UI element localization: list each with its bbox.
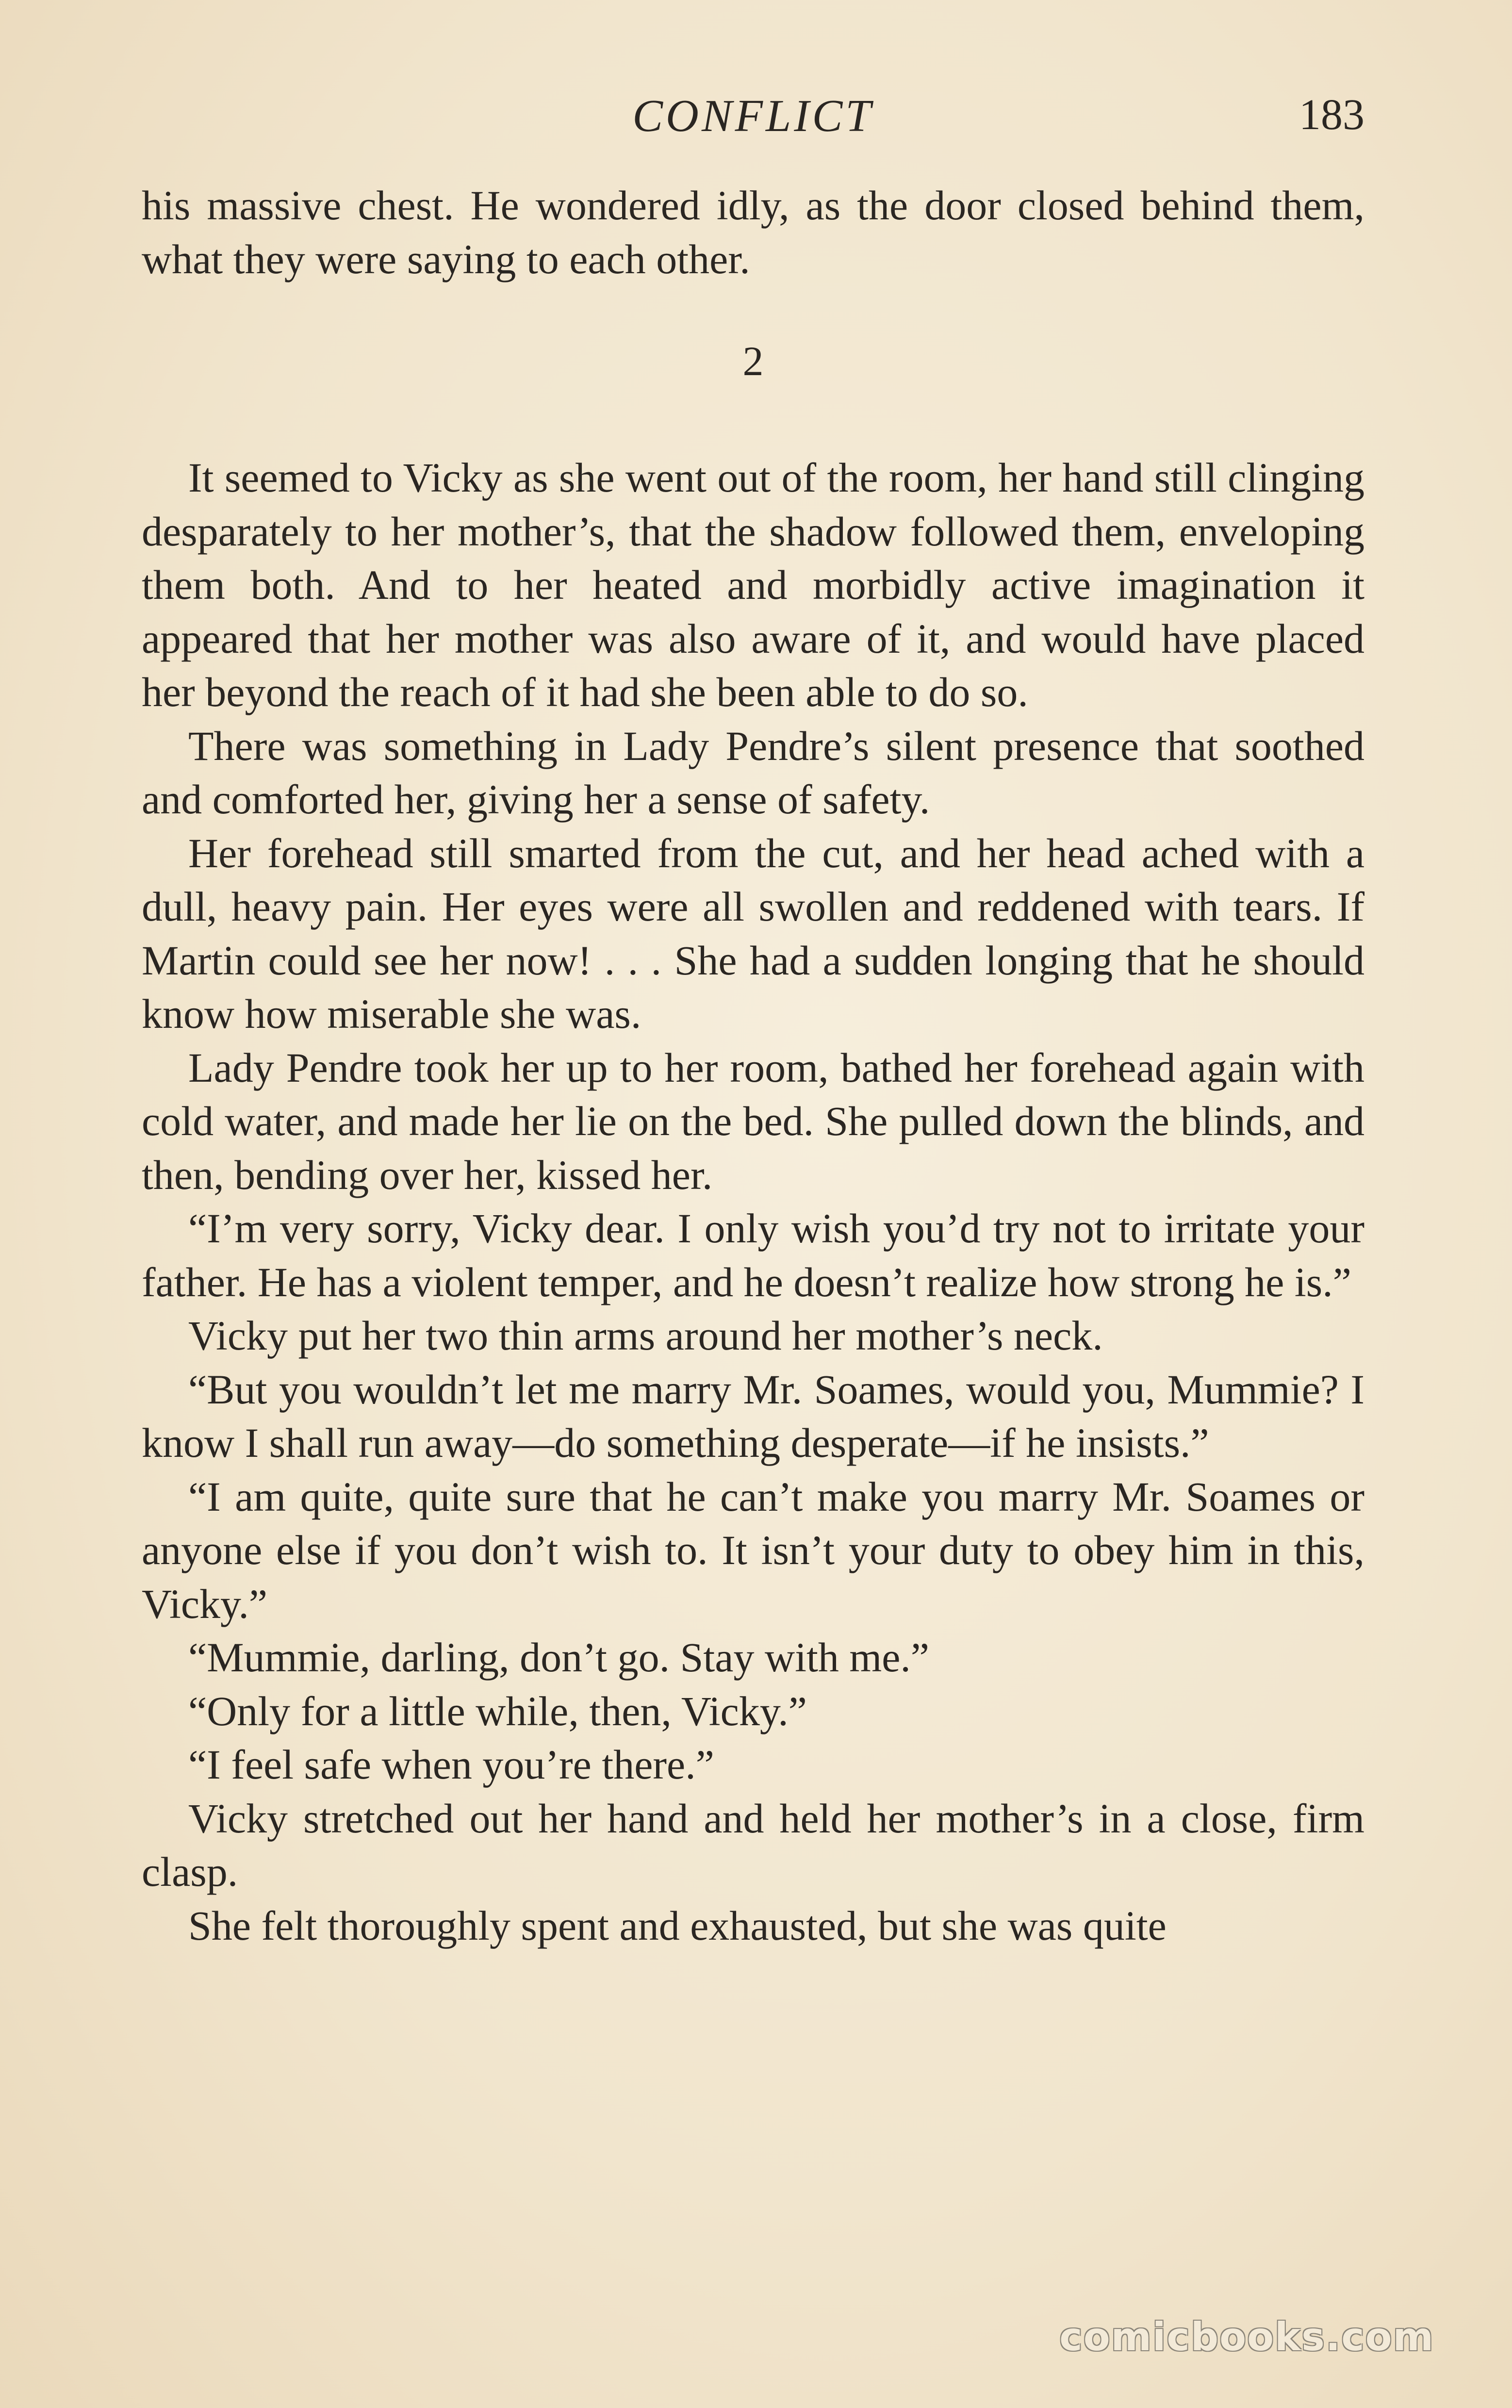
body-text [142, 179, 1364, 1952]
page-number: 183 [1299, 91, 1364, 139]
paragraph: Her forehead still smarted from the cut, and her head ached with a dull, heavy pain. Her eyes were all swollen and reddened with tears. If Martin could see her now! . . . She had a sudden longing that he should know how miserable she was. [142, 829, 1364, 1037]
running-title: CONFLICT [632, 91, 874, 141]
paragraph: “Only for a little while, then, Vicky.” [188, 1687, 807, 1734]
paragraph: There was something in Lady Pendre’s silent presence that soothed and comforted her, giving her a sense of safety. [142, 722, 1364, 823]
paragraph: Lady Pendre took her up to her room, bathed her forehead again with cold water, and made her lie on the bed. She pulled down the blinds, and then, bending over her, kissed her. [142, 1044, 1364, 1198]
paragraph: “I am quite, quite sure that he can’t make you marry Mr. Soames or anyone else if you don’t wish to. It isn’t your duty to obey him in this, Vicky.” [142, 1473, 1364, 1627]
section-number: 2 [742, 338, 764, 384]
paragraph: Vicky put her two thin arms around her mother’s neck. [188, 1312, 1103, 1359]
paragraph: Vicky stretched out her hand and held her mother’s in a close, firm clasp. [142, 1795, 1364, 1895]
watermark: comicbooks.com [1059, 2314, 1434, 2359]
paragraph: She felt thoroughly spent and exhausted, but she was quite [188, 1902, 1167, 1949]
page-header [142, 90, 1364, 148]
paragraph: “But you wouldn’t let me marry Mr. Soames, would you, Mummie? I know I shall run away—do something desperate—if he insists.” [142, 1366, 1364, 1466]
paragraph: “Mummie, darling, don’t go. Stay with me.” [188, 1634, 930, 1681]
paragraph: It seemed to Vicky as she went out of the room, her hand still clinging desparately to her mother’s, that the shadow followed them, enveloping them both. And to her heated and morbidly active imagination it appeared that her mother was also aware of it, and would have placed her beyond the reach of it had she been able to do so. [142, 454, 1364, 715]
paragraph: “I feel safe when you’re there.” [188, 1741, 714, 1788]
paragraph: his massive chest. He wondered idly, as the door closed behind them, what they were saying to each other. [142, 182, 1364, 282]
paragraph: “I’m very sorry, Vicky dear. I only wish you’d try not to irritate your father. He has a violent temper, and he doesn’t realize how strong he is.” [142, 1205, 1364, 1305]
